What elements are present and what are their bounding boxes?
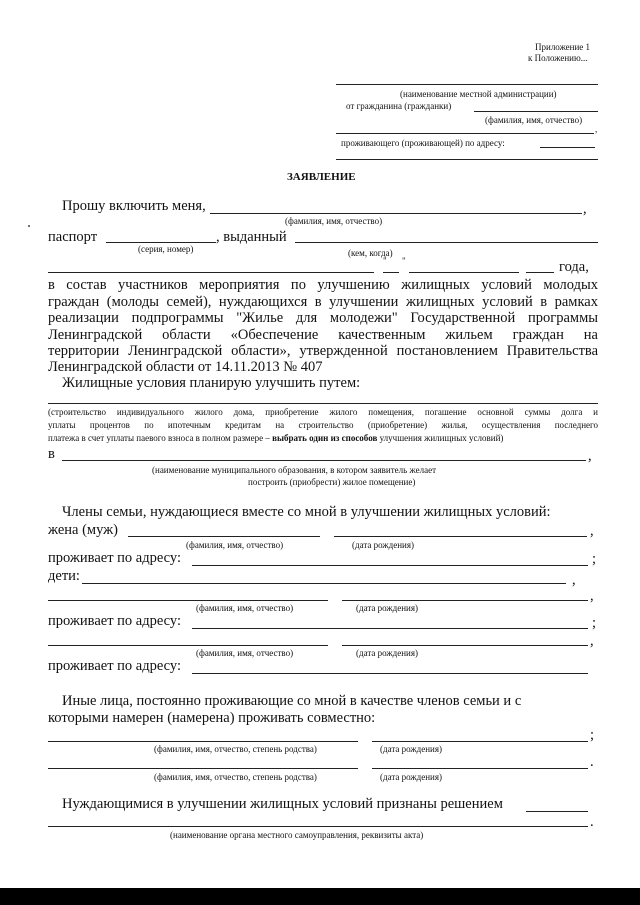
spouse-name-line[interactable]: [128, 536, 320, 537]
period: .: [590, 754, 594, 770]
other-2-name-line[interactable]: [48, 768, 358, 769]
from-citizen-label: от гражданина (гражданки): [346, 101, 452, 111]
authority-caption: (наименование органа местного самоуправления, реквизиты акта): [170, 830, 424, 840]
municipality-line[interactable]: [62, 460, 586, 461]
quote-open: ": [383, 256, 387, 266]
semicolon: ;: [592, 551, 597, 567]
spouse-fio-caption: (фамилия, имя, отчество): [186, 540, 284, 550]
child-2-address-label: проживает по адресу:: [48, 658, 181, 674]
applicant-name-line[interactable]: [210, 213, 582, 214]
request-text-line: территории Ленинградской области», утвержденной постановлением Правительства: [48, 343, 598, 359]
child-2-fio-caption: (фамилия, имя, отчество): [196, 648, 294, 658]
admin-caption: (наименование местной администрации): [400, 89, 557, 99]
improvement-method-line[interactable]: [48, 403, 598, 404]
child-2-name-line[interactable]: [48, 645, 328, 646]
issued-label: , выданный: [216, 229, 287, 245]
residing-label: проживающего (проживающей) по адресу:: [341, 138, 505, 148]
request-text-line: в состав участников мероприятия по улучшению жилищных условий молодых: [48, 277, 598, 293]
request-text-last: Ленинградской области от 14.11.2013 № 407: [48, 359, 323, 375]
comma: ,: [590, 633, 594, 649]
semicolon: ;: [590, 727, 595, 743]
request-text-line: реализации подпрограммы "Жилье для молодежи" Государственной программы: [48, 310, 598, 326]
spouse-address-line[interactable]: [192, 565, 588, 566]
citizen-name-line[interactable]: [474, 111, 598, 112]
comma: ,: [588, 448, 592, 464]
children-line[interactable]: [82, 583, 566, 584]
quote-close: ": [402, 256, 406, 266]
request-lead: Прошу включить меня,: [62, 198, 206, 214]
in-label: в: [48, 446, 55, 462]
improvement-note: (строительство индивидуального жилого дома, приобретение жилого помещения, погашение основной суммы долга и: [48, 407, 598, 417]
comma: ,: [572, 572, 576, 588]
address-line-2[interactable]: [336, 159, 598, 160]
year-label: года,: [559, 259, 589, 275]
children-label: дети:: [48, 568, 80, 584]
issuer-line-2[interactable]: [48, 272, 374, 273]
scan-edge-bar: [0, 888, 640, 905]
issuer-caption: (кем, когда): [348, 248, 393, 258]
issue-day-line[interactable]: [383, 272, 399, 273]
passport-issuer-line[interactable]: [295, 242, 598, 243]
issue-month-line[interactable]: [409, 272, 519, 273]
authority-line[interactable]: [48, 826, 588, 827]
other-2-dob-line[interactable]: [372, 768, 588, 769]
regulation-label: к Положению...: [528, 53, 588, 63]
passport-number-line[interactable]: [106, 242, 216, 243]
admin-name-line[interactable]: [336, 84, 598, 85]
improvement-note-3: платежа в счет уплаты паевого взноса в полном размере – выбрать один из способов улучшения жилищных условий): [48, 433, 504, 443]
applicant-fio-caption: (фамилия, имя, отчество): [285, 216, 383, 226]
improvement-lead: Жилищные условия планирую улучшить путем:: [62, 375, 361, 391]
child-1-name-line[interactable]: [48, 600, 328, 601]
other-1-dob-caption: (дата рождения): [380, 744, 442, 754]
decision-lead: Нуждающимися в улучшении жилищных условий признаны решением: [62, 796, 503, 812]
citizen-name-line-2[interactable]: [336, 133, 594, 134]
address-line[interactable]: [540, 147, 595, 148]
request-text-line: Ленинградской области «Обеспечение качественным жильем граждан на: [48, 327, 598, 343]
period: .: [590, 814, 594, 830]
citizen-fio-caption: (фамилия, имя, отчество): [485, 115, 583, 125]
other-1-name-line[interactable]: [48, 741, 358, 742]
child-1-dob-caption: (дата рождения): [356, 603, 418, 613]
series-caption: (серия, номер): [138, 244, 194, 254]
comma: ,: [590, 523, 594, 539]
request-text-line: граждан (молоды семей), нуждающихся в улучшении жилищных условий в рамках: [48, 294, 598, 310]
comma: ,: [590, 588, 594, 604]
child-1-fio-caption: (фамилия, имя, отчество): [196, 603, 294, 613]
spouse-dob-line[interactable]: [334, 536, 587, 537]
municipality-caption: построить (приобрести) жилое помещение): [248, 477, 416, 487]
comma: ,: [583, 201, 587, 217]
others-lead: Иные лица, постоянно проживающие со мной в качестве членов семьи и с: [62, 693, 522, 709]
child-2-dob-line[interactable]: [342, 645, 588, 646]
child-1-address-label: проживает по адресу:: [48, 613, 181, 629]
appendix-label: Приложение 1: [535, 42, 591, 52]
comma: ,: [595, 124, 598, 134]
page-title: ЗАЯВЛЕНИЕ: [287, 171, 356, 183]
child-2-dob-caption: (дата рождения): [356, 648, 418, 658]
child-1-address-line[interactable]: [192, 628, 588, 629]
passport-label: паспорт: [48, 229, 98, 245]
scan-dot: [28, 225, 30, 227]
other-1-fio-caption: (фамилия, имя, отчество, степень родства): [154, 744, 317, 754]
improvement-note: уплаты процентов по ипотечным кредитам на строительство (приобретение) жилья, осуществления последнего: [48, 420, 598, 430]
spouse-label: жена (муж): [48, 522, 118, 538]
others-lead-2: которыми намерен (намерена) проживать совместно:: [48, 710, 376, 726]
spouse-address-label: проживает по адресу:: [48, 550, 181, 566]
other-1-dob-line[interactable]: [372, 741, 588, 742]
spouse-dob-caption: (дата рождения): [352, 540, 414, 550]
other-2-dob-caption: (дата рождения): [380, 772, 442, 782]
child-2-address-line[interactable]: [192, 673, 588, 674]
decision-number-line[interactable]: [526, 811, 588, 812]
family-lead: Члены семьи, нуждающиеся вместе со мной в улучшении жилищных условий:: [62, 504, 551, 520]
issue-year-line[interactable]: [526, 272, 554, 273]
municipality-caption: (наименование муниципального образования, в котором заявитель желает: [152, 465, 437, 475]
other-2-fio-caption: (фамилия, имя, отчество, степень родства): [154, 772, 317, 782]
semicolon: ;: [592, 615, 597, 631]
child-1-dob-line[interactable]: [342, 600, 588, 601]
